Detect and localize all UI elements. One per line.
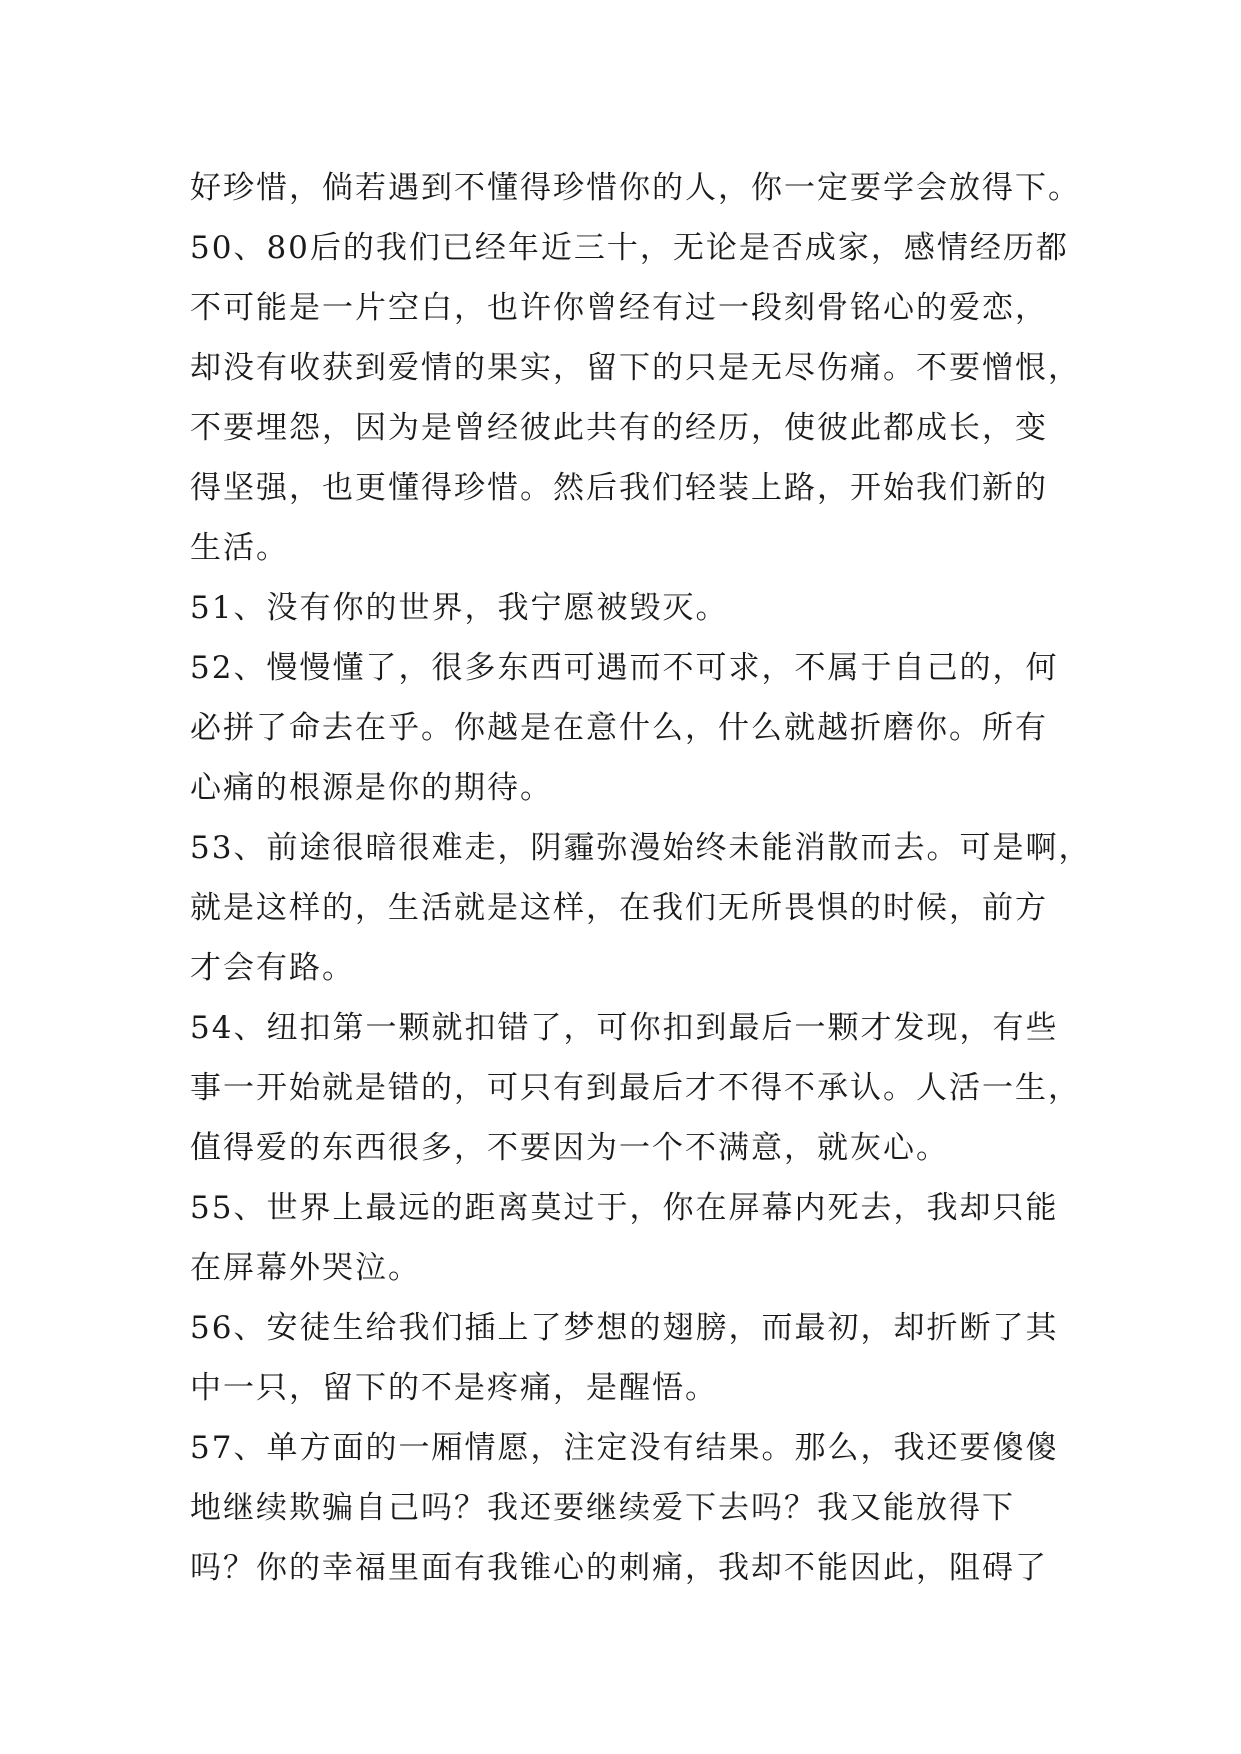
text-line: 吗？你的幸福里面有我锥心的刺痛，我却不能因此，阻碍了 — [190, 1550, 1048, 1586]
text-line: 好珍惜，倘若遇到不懂得珍惜你的人，你一定要学会放得下。 — [190, 170, 1081, 206]
text-line: 不可能是一片空白，也许你曾经有过一段刻骨铭心的爱恋， — [190, 290, 1048, 326]
document-body — [190, 158, 1092, 1598]
text-line: 不要埋怨，因为是曾经彼此共有的经历，使彼此都成长，变 — [190, 410, 1048, 446]
text-line: 事一开始就是错的，可只有到最后才不得不承认。人活一生， — [190, 1070, 1081, 1106]
text-line: 55、世界上最远的距离莫过于，你在屏幕内死去，我却只能 — [190, 1190, 1059, 1226]
text-line: 在屏幕外哭泣。 — [190, 1250, 421, 1286]
text-line: 就是这样的，生活就是这样，在我们无所畏惧的时候，前方 — [190, 890, 1048, 926]
text-line: 心痛的根源是你的期待。 — [190, 770, 553, 806]
text-line: 57、单方面的一厢情愿，注定没有结果。那么，我还要傻傻 — [190, 1430, 1059, 1466]
text-line: 56、安徒生给我们插上了梦想的翅膀，而最初，却折断了其 — [190, 1310, 1059, 1346]
text-line: 54、纽扣第一颗就扣错了，可你扣到最后一颗才发现，有些 — [190, 1010, 1059, 1046]
text-line: 才会有路。 — [190, 950, 355, 986]
text-line: 51、没有你的世界，我宁愿被毁灭。 — [190, 590, 729, 626]
text-line: 得坚强，也更懂得珍惜。然后我们轻装上路，开始我们新的 — [190, 470, 1048, 506]
text-line: 却没有收获到爱情的果实，留下的只是无尽伤痛。不要憎恨， — [190, 350, 1081, 386]
text-line: 必拼了命去在乎。你越是在意什么，什么就越折磨你。所有 — [190, 710, 1048, 746]
text-line: 值得爱的东西很多，不要因为一个不满意，就灰心。 — [190, 1130, 949, 1166]
text-line: 生活。 — [190, 530, 289, 566]
text-line: 中一只，留下的不是疼痛，是醒悟。 — [190, 1370, 718, 1406]
text-line: 52、慢慢懂了，很多东西可遇而不可求，不属于自己的，何 — [190, 650, 1059, 686]
text-line: 50、80后的我们已经年近三十，无论是否成家，感情经历都 — [190, 230, 1069, 266]
text-line: 地继续欺骗自己吗？我还要继续爱下去吗？我又能放得下 — [190, 1490, 1015, 1526]
text-line: 53、前途很暗很难走，阴霾弥漫始终未能消散而去。可是啊， — [190, 830, 1092, 866]
